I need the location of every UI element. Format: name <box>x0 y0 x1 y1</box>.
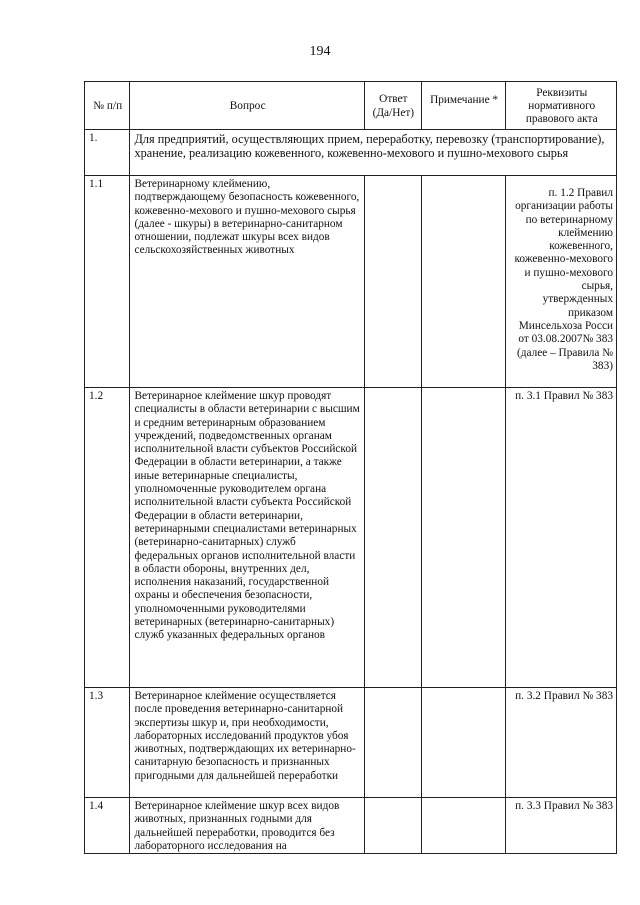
section-row <box>85 130 617 176</box>
row-note <box>421 388 506 688</box>
row-answer <box>364 798 421 854</box>
header-requisites: Реквизиты нормативного правового акта <box>506 82 617 130</box>
header-note: Примечание * <box>421 82 506 130</box>
checklist-table <box>84 81 617 854</box>
header-question: Вопрос <box>130 82 364 130</box>
row-num: 1.3 <box>85 688 130 798</box>
row-requisites: п. 1.2 Правил организации работы по ветеринарному клеймению кожевенного, кожевенно-мехового и пушно-мехового сырья, утвержденных приказом Минсельхоза Росси от 03.08.2007№ 383 (далее – Правила № 383) <box>506 176 617 388</box>
row-question: Ветеринарному клеймению, подтверждающему безопасность кожевенного, кожевенно-мехового и пушно-мехового сырья (далее - шкуры) в ветеринарно-санитарном отношении, подлежат шкуры всех видов сельскохозяйственных животных <box>130 176 364 388</box>
row-num: 1.1 <box>85 176 130 388</box>
section-title: Для предприятий, осуществляющих прием, переработку, перевозку (транспортирование), хранение, реализацию кожевенного, кожевенно-мехового и пушно-мехового сырья <box>130 130 617 176</box>
row-answer <box>364 688 421 798</box>
row-question: Ветеринарное клеймение шкур проводят специалисты в области ветеринарии с высшим и средним ветеринарным образованием учреждений, подведомственных органам исполнительной власти субъектов Российской Федерации в области ветеринарии, а также иные ветеринарные специалисты, уполномоченные руководителем органа исполнительной власти субъекта Российской Федерации в области ветеринарии, ветеринарными специалистами ветеринарных (ветеринарно-санитарных) служб федеральных органов исполнительной власти в области обороны, внутренних дел, исполнения наказаний, государственной охраны и обеспечения безопасности, уполномоченными руководителями ветеринарных (ветеринарно-санитарных) служб указанных федеральных органов <box>130 388 364 688</box>
header-num: № п/п <box>85 82 130 130</box>
table-row <box>85 388 617 688</box>
page-number: 194 <box>309 44 331 59</box>
row-question: Ветеринарное клеймение осуществляется после проведения ветеринарно-санитарной экспертизы шкур и, при необходимости, лабораторных исследований продуктов убоя животных, подтверждающих их ветеринарно-санитарную безопасность и признанных пригодными для дальнейшей переработки <box>130 688 364 798</box>
row-requisites: п. 3.1 Правил № 383 <box>506 388 617 688</box>
table-row <box>85 798 617 854</box>
row-note <box>421 176 506 388</box>
header-row <box>85 82 617 130</box>
section-num: 1. <box>85 130 130 176</box>
row-note <box>421 798 506 854</box>
row-answer <box>364 388 421 688</box>
table-row <box>85 176 617 388</box>
header-answer: Ответ (Да/Нет) <box>364 82 421 130</box>
row-requisites: п. 3.3 Правил № 383 <box>506 798 617 854</box>
table-row <box>85 688 617 798</box>
row-requisites: п. 3.2 Правил № 383 <box>506 688 617 798</box>
row-num: 1.4 <box>85 798 130 854</box>
row-answer <box>364 176 421 388</box>
row-num: 1.2 <box>85 388 130 688</box>
row-note <box>421 688 506 798</box>
row-question: Ветеринарное клеймение шкур всех видов животных, признанных годными для дальнейшей переработки, проводится без лабораторного исследования на <box>130 798 364 854</box>
